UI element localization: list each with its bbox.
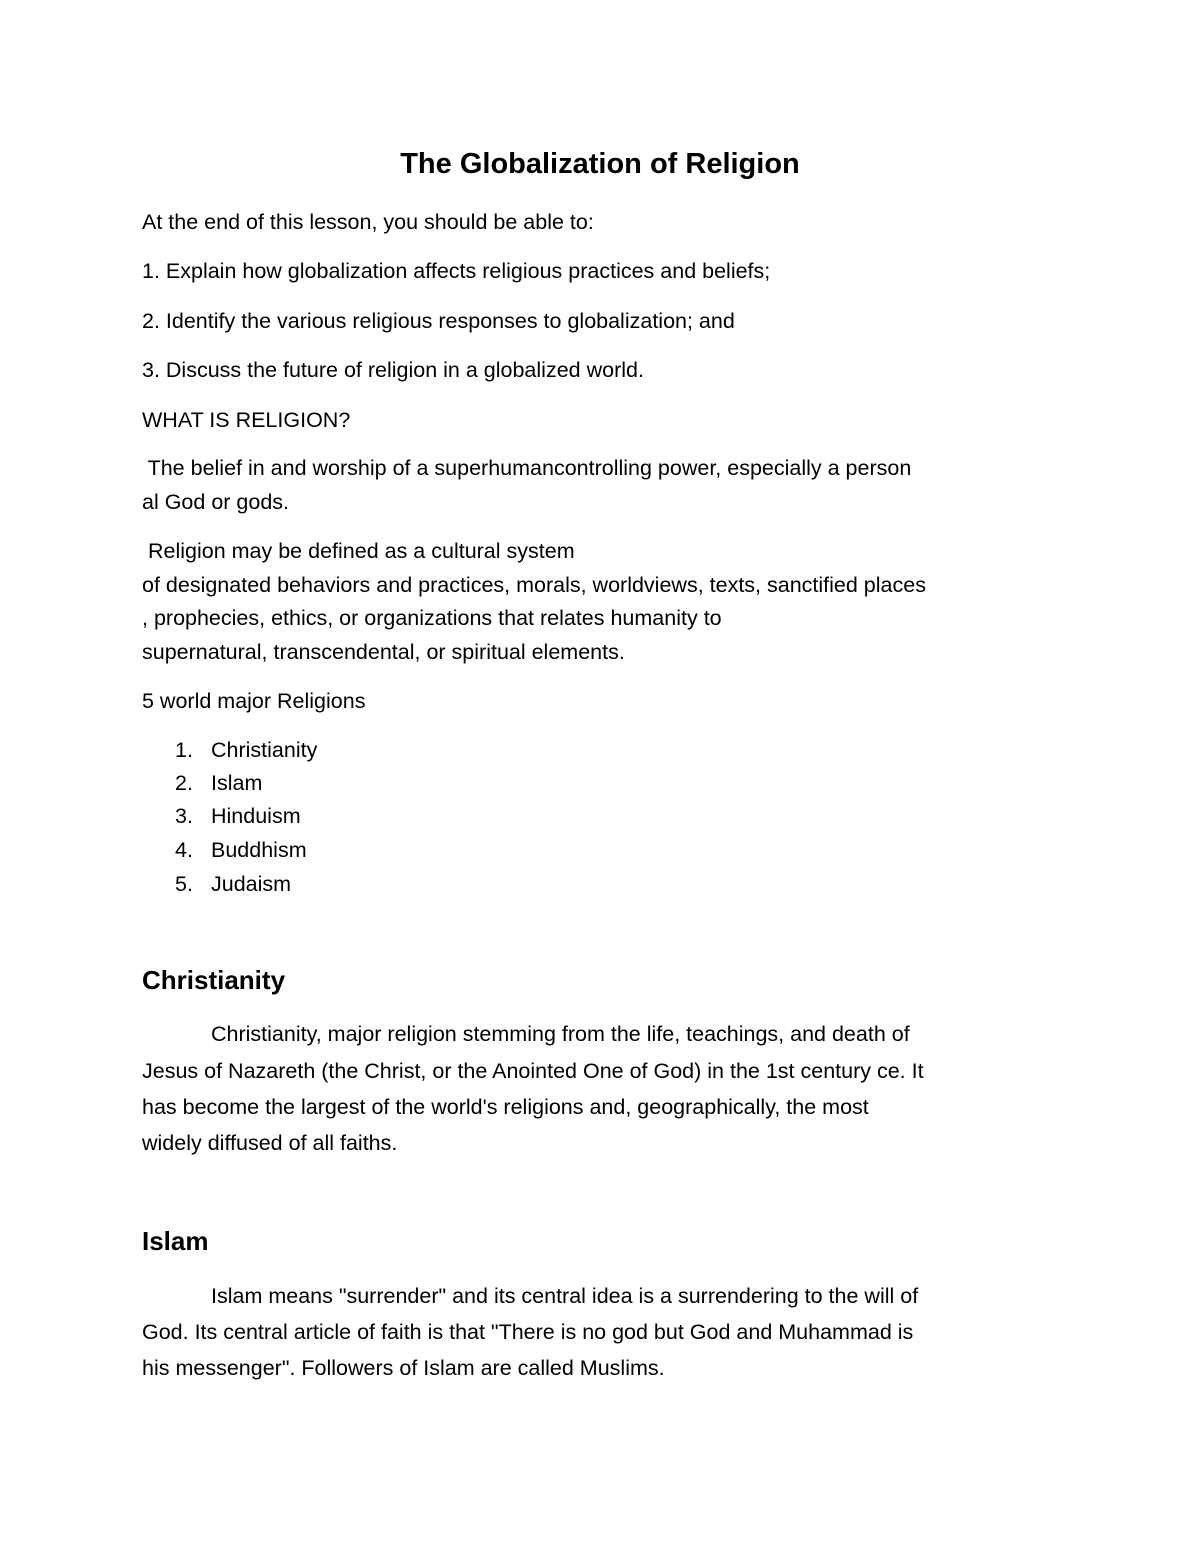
- definition-2-line-4: supernatural, transcendental, or spiritual elements.: [142, 640, 625, 664]
- list-item-number: 5.: [175, 872, 193, 896]
- islam-paragraph-line-2: God. Its central article of faith is that "There is no god but God and Muhammad is: [142, 1320, 914, 1344]
- list-item-number: 2.: [175, 771, 193, 795]
- list-item: Islam: [211, 771, 263, 795]
- major-religions-label: 5 world major Religions: [142, 689, 366, 713]
- section-heading-islam: Islam: [142, 1226, 209, 1256]
- christianity-paragraph-line-1: Christianity, major religion stemming from the life, teachings, and death of: [211, 1022, 910, 1046]
- intro-text: At the end of this lesson, you should be able to:: [142, 210, 594, 234]
- section-heading-christianity: Christianity: [142, 965, 286, 995]
- list-item: Judaism: [211, 872, 292, 896]
- christianity-paragraph-line-4: widely diffused of all faiths.: [142, 1131, 398, 1155]
- definition-2-line-1: Religion may be defined as a cultural system: [142, 539, 575, 563]
- definition-1-line-2: al God or gods.: [142, 490, 290, 514]
- list-item: Buddhism: [211, 838, 307, 862]
- list-item-number: 1.: [175, 738, 193, 762]
- what-is-religion-heading: WHAT IS RELIGION?: [142, 408, 351, 432]
- christianity-paragraph-line-2: Jesus of Nazareth (the Christ, or the Anointed One of God) in the 1st century ce. It: [142, 1059, 924, 1083]
- list-item: Christianity: [211, 738, 318, 762]
- objective-1: 1. Explain how globalization affects religious practices and beliefs;: [142, 259, 771, 283]
- definition-1-line-1: The belief in and worship of a superhumancontrolling power, especially a person: [142, 456, 912, 480]
- list-item-number: 3.: [175, 804, 193, 828]
- list-item-number: 4.: [175, 838, 193, 862]
- definition-2-line-3: , prophecies, ethics, or organizations that relates humanity to: [142, 606, 722, 630]
- islam-paragraph-line-3: his messenger". Followers of Islam are called Muslims.: [142, 1356, 665, 1380]
- document-title: The Globalization of Religion: [400, 148, 800, 180]
- definition-2-line-2: of designated behaviors and practices, morals, worldviews, texts, sanctified places: [142, 573, 926, 597]
- christianity-paragraph-line-3: has become the largest of the world's religions and, geographically, the most: [142, 1095, 869, 1119]
- list-item: Hinduism: [211, 804, 301, 828]
- islam-paragraph-line-1: Islam means "surrender" and its central idea is a surrendering to the will of: [211, 1284, 919, 1308]
- objective-2: 2. Identify the various religious responses to globalization; and: [142, 309, 735, 333]
- objective-3: 3. Discuss the future of religion in a globalized world.: [142, 358, 644, 382]
